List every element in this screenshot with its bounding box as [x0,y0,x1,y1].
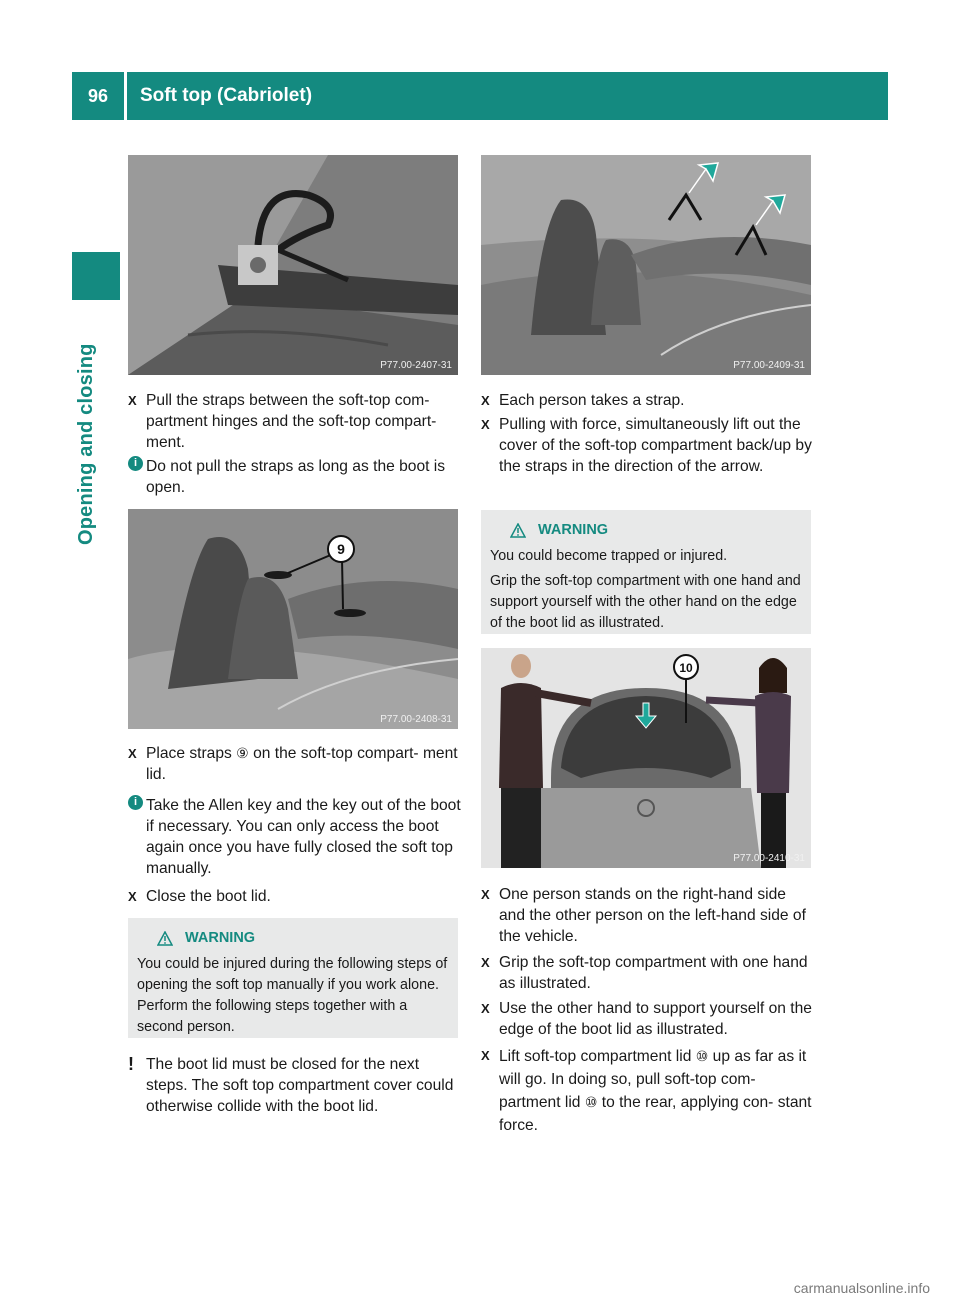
warning-box-left [128,918,458,1038]
ref-9-icon: ⑨ [236,745,249,761]
step-grip: X Grip the soft-top compartment with one hand as illustrated. [481,954,808,992]
exclamation-icon: ! [128,1054,134,1074]
ref-10-icon: ⑩ [695,1048,709,1064]
warning-triangle-icon [157,931,173,946]
step-pull-force: X Pulling with force, simultaneously lift out the cover of the soft-top compartment back/up by the straps in the direction of the arrow. [481,416,812,475]
step-marker-icon: X [128,746,137,761]
step-support: X Use the other hand to support yourself on the edge of the boot lid as illustrated. [481,1000,812,1038]
warning-text: You could be injured during the following steps of opening the soft top manually if you work alone. Perform the following steps together with a second person. [137,956,448,1035]
step-pull-straps: X Pull the straps between the soft-top com- partment hinges and the soft-top compart- ment. [128,392,437,451]
photo-code: P77.00-2410-31 [733,853,805,864]
warning-title: WARNING [538,522,609,538]
photo-code: P77.00-2409-31 [733,360,805,371]
section-label: Opening and closing [75,343,97,545]
warning-text-1: You could become trapped or injured. [490,548,728,564]
step-marker-icon: X [481,955,490,970]
step-marker-icon: X [481,887,490,902]
watermark: carmanualsonline.info [793,1280,930,1296]
callout-10: 10 [679,661,693,675]
warning-title: WARNING [185,930,256,946]
ref-10-icon: ⑩ [584,1094,598,1110]
page-title: Soft top (Cabriolet) [140,85,313,106]
step-marker-icon: X [481,393,490,408]
callout-9: 9 [337,541,345,557]
step-place-straps: X Place straps ⑨ on the soft-top compart- ment lid. [128,745,458,783]
info-icon: i [128,456,143,471]
step-marker-icon: X [128,393,137,408]
header-divider [124,72,127,120]
photo-code: P77.00-2408-31 [380,714,452,725]
step-marker-icon: X [481,1001,490,1016]
step-positions: X One person stands on the right-hand side and the other person on the left-hand side of the vehicle. [481,886,806,945]
info-dont-pull: i Do not pull the straps as long as the boot is open. [128,456,463,498]
photo-straps-hinges [128,155,458,375]
photo-code: P77.00-2407-31 [380,360,452,371]
step-marker-icon: X [128,889,137,904]
step-marker-icon: X [481,417,490,432]
section-tab-block [72,252,120,300]
step-marker-icon: X [481,1048,490,1063]
photo-straps-placed [128,509,458,729]
step-take-strap: X Each person takes a strap. [481,392,685,409]
step-close-boot: X Close the boot lid. [128,888,271,905]
step-lift-lid: X Lift soft-top compartment lid ⑩ up as far as it will go. In doing so, pull soft-top com- partment lid ⑩ to the rear, applying con- stant force. [481,1045,816,1137]
page-number: 96 [87,85,109,106]
warning-box-right [481,510,811,634]
photo-lift-cover [481,155,811,375]
warning-triangle-icon [510,523,526,538]
info-allen-key: i Take the Allen key and the key out of the boot if necessary. You can only access the boot again once you have fully closed the soft top manually. [128,795,463,879]
photo-two-people [481,648,811,868]
info-icon: i [128,795,143,810]
note-boot-lid: ! The boot lid must be closed for the next steps. The soft top compartment cover could otherwise collide with the boot lid. [128,1054,454,1115]
warning-text-2: Grip the soft-top compartment with one hand and support yourself with the other hand on the edge of the boot lid as illustrated. [490,573,801,631]
